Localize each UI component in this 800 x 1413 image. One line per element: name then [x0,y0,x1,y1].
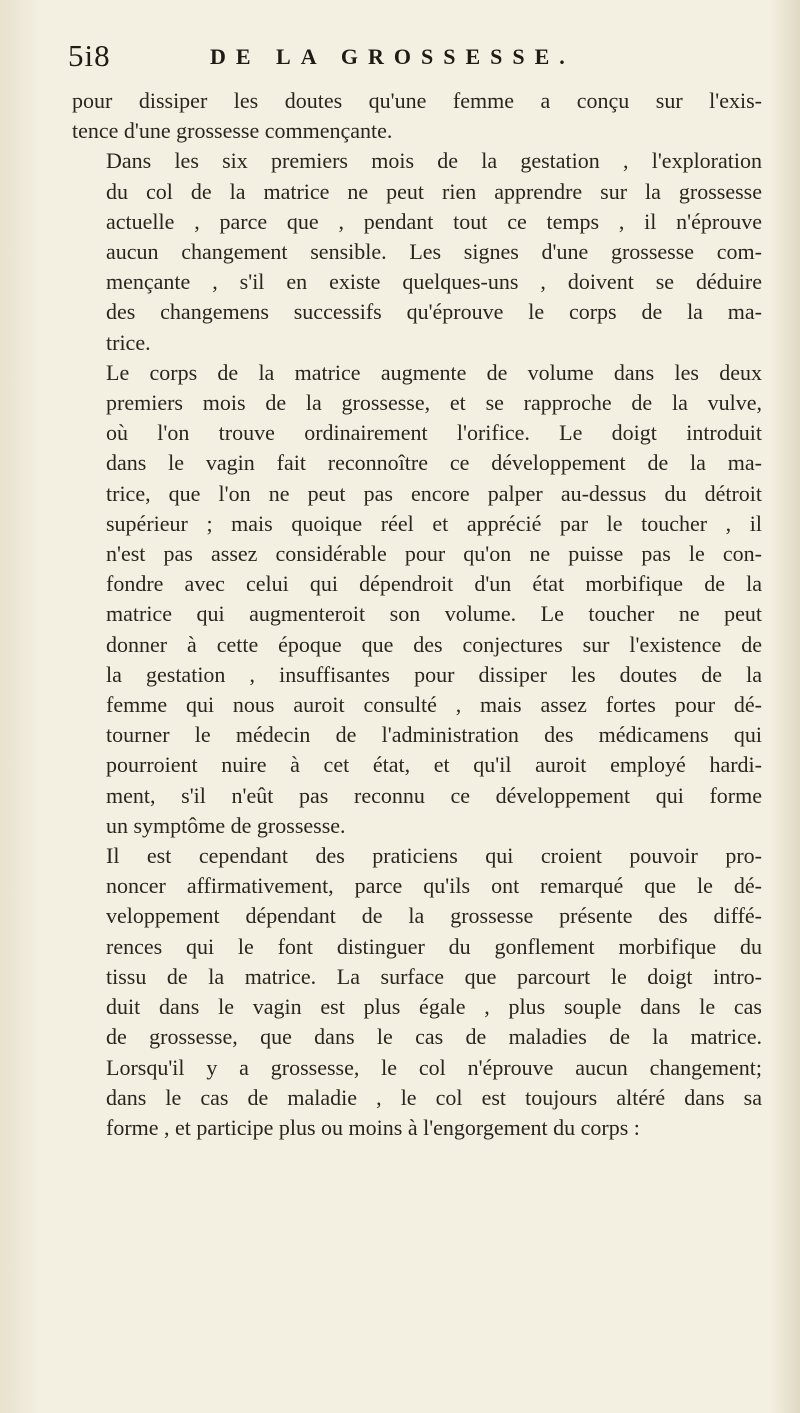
text-line: aucun changement sensible. Les signes d'une grossesse com- [106,239,762,265]
text-line: trice. [106,329,151,355]
text-line: premiers mois de la grossesse, et se rapproche de la vulve, [106,390,762,416]
text-line: noncer affirmativement, parce qu'ils ont remarqué que le dé- [106,873,762,899]
page-number: 5i8 [68,38,111,73]
body-text [72,86,762,1143]
paragraph-continuation [72,86,762,146]
text-line: ment, s'il n'eût pas reconnu ce développement qui forme [106,782,762,808]
text-line: donner à cette époque que des conjectures sur l'existence de [106,631,762,657]
text-line: dans le vagin fait reconnoître ce développement de la ma- [106,450,762,476]
text-line: n'est pas assez considérable pour qu'on ne puisse pas le con- [106,541,762,567]
text-line: tourner le médecin de l'administration des médicamens qui [106,722,762,748]
text-line: où l'on trouve ordinairement l'orifice. Le doigt introduit [106,420,762,446]
paragraph-uterus-volume [72,358,762,841]
text-line: forme , et participe plus ou moins à l'engorgement du corps : [106,1114,640,1140]
text-line: mençante , s'il en existe quelques-uns , doivent se déduire [106,269,762,295]
page-header [68,38,688,82]
text-line: Il est cependant des praticiens qui croient pouvoir pro- [106,843,762,869]
text-line: Lorsqu'il y a grossesse, le col n'éprouve aucun changement; [106,1054,762,1080]
text-line: du col de la matrice ne peut rien apprendre sur la grossesse [106,178,762,204]
paragraph-practitioners [72,841,762,1143]
text-line: de grossesse, que dans le cas de maladies de la matrice. [106,1024,762,1050]
paragraph-cervix-exploration [72,146,762,357]
text-line: supérieur ; mais quoique réel et apprécié par le toucher , il [106,510,762,536]
text-line: matrice qui augmenteroit son volume. Le toucher ne peut [106,601,762,627]
text-line: fondre avec celui qui dépendroit d'un état morbifique de la [106,571,762,597]
text-line: trice, que l'on ne peut pas encore palper au-dessus du détroit [106,480,762,506]
text-line: Le corps de la matrice augmente de volume dans les deux [106,359,762,385]
text-line: femme qui nous auroit consulté , mais assez fortes pour dé- [106,692,762,718]
text-line: tence d'une grossesse commençante. [72,118,393,144]
text-line: tissu de la matrice. La surface que parcourt le doigt intro- [106,963,762,989]
text-line: pourroient nuire à cet état, et qu'il auroit employé hardi- [106,752,762,778]
text-line: dans le cas de maladie , le col est toujours altéré dans sa [106,1084,762,1110]
text-line: actuelle , parce que , pendant tout ce temps , il n'éprouve [106,208,762,234]
text-line: un symptôme de grossesse. [106,812,346,838]
text-line: des changemens successifs qu'éprouve le corps de la ma- [106,299,762,325]
text-line: duit dans le vagin est plus égale , plus souple dans le cas [106,994,762,1020]
text-line: la gestation , insuffisantes pour dissiper les doutes de la [106,661,762,687]
text-line: Dans les six premiers mois de la gestation , l'exploration [106,148,762,174]
text-line: veloppement dépendant de la grossesse présente des diffé- [106,903,762,929]
text-line: rences qui le font distinguer du gonflement morbifique du [106,933,762,959]
running-head: DE LA GROSSESSE. [210,44,575,69]
text-line: pour dissiper les doutes qu'une femme a conçu sur l'exis- [72,88,762,113]
